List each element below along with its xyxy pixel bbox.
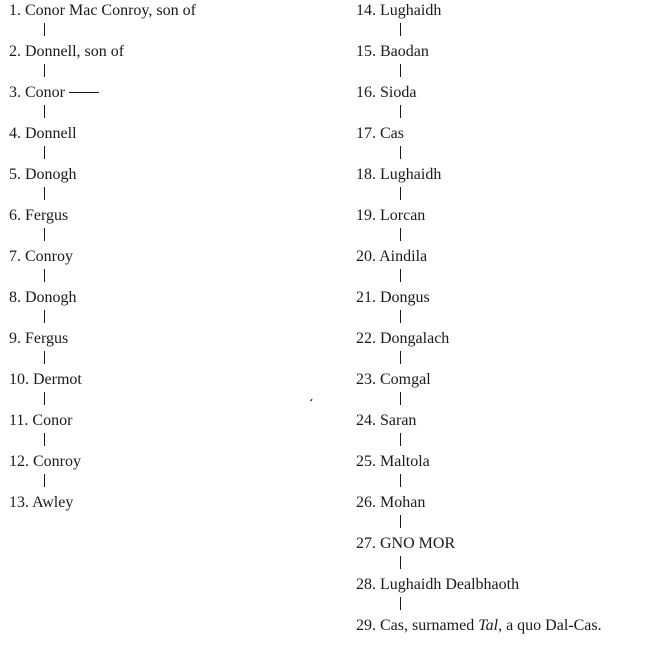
entry-number: 27. [356,535,376,552]
entry-number: 5. [9,166,21,183]
lineage-connector [44,392,45,405]
entry-name: Comgal [380,371,431,388]
entry-number: 29. [356,617,376,634]
entry-number: 18. [356,166,376,183]
entry-number: 7. [9,248,21,265]
entry-number: 14. [356,2,376,19]
entry-number: 21. [356,289,376,306]
lineage-connector [44,474,45,487]
entry-name: Sioda [380,84,417,101]
lineage-connector [44,351,45,364]
entry-number: 4. [9,125,21,142]
lineage-connector [400,556,401,569]
entry-number: 9. [9,330,21,347]
entry-name: Conor Mac Conroy, son of [25,2,196,19]
scan-speck-mark [309,398,313,402]
entry-name: Dongalach [380,330,450,347]
entry-number: 19. [356,207,376,224]
lineage-connector [44,23,45,36]
entry-number: 6. [9,207,21,224]
entry-number: 16. [356,84,376,101]
entry-number: 25. [356,453,376,470]
entry-name: Conroy [25,248,73,265]
lineage-connector [400,228,401,241]
entry-number: 10. [9,371,29,388]
lineage-connector [400,474,401,487]
entry-number: 22. [356,330,376,347]
entry-name: Aindila [379,248,428,265]
entry-name: Donogh [25,289,77,306]
lineage-connector [44,105,45,118]
entry-number: 13. [9,494,29,511]
entry-name: Donnell [25,125,77,142]
entry-number: 2. [9,43,21,60]
lineage-connector [400,64,401,77]
entry-number: 23. [356,371,376,388]
entry-name: Conroy [33,453,81,470]
entry-number: 24. [356,412,376,429]
entry-name: Lughaidh [380,2,442,19]
lineage-connector [44,433,45,446]
lineage-connector [400,105,401,118]
entry-number: 17. [356,125,376,142]
lineage-connector [400,23,401,36]
lineage-connector [400,597,401,610]
entry-name: Saran [380,412,417,429]
entry-name: Conor [25,84,65,101]
entry-name-italic: Tal [478,617,499,634]
entry-name: Awley [32,494,74,511]
lineage-connector [44,269,45,282]
entry-name: Conor [32,412,73,429]
entry-name: Maltola [380,453,430,470]
lineage-connector [44,228,45,241]
entry-number: 28. [356,576,376,593]
entry-number: 3. [9,84,21,101]
entry-name: Lughaidh Dealbhaoth [380,576,520,593]
entry-number: 11. [9,412,29,429]
entry-name-suffix: , a quo Dal-Cas. [498,617,602,634]
entry-name: Fergus [25,207,69,224]
entry-number: 12. [9,453,29,470]
entry-number: 8. [9,289,21,306]
entry-name: Donogh [25,166,77,183]
entry-name: Lughaidh [380,166,442,183]
lineage-connector [400,433,401,446]
entry-name: Cas [380,125,404,142]
entry-name: Donnell, son of [25,43,125,60]
lineage-connector [400,392,401,405]
entry-number: 20. [356,248,376,265]
entry-name: Fergus [25,330,69,347]
entry-name: Mohan [380,494,426,511]
entry-name: Baodan [380,43,429,60]
entry-number: 26. [356,494,376,511]
lineage-connector [400,310,401,323]
lineage-connector [44,146,45,159]
lineage-connector [44,310,45,323]
lineage-connector [44,187,45,200]
lineage-connector [400,187,401,200]
dash-rule [69,92,99,93]
entry-name: Dermot [33,371,82,388]
lineage-connector [400,269,401,282]
lineage-connector [44,64,45,77]
lineage-connector [400,351,401,364]
entry-name: Lorcan [380,207,426,224]
entry-number: 1. [9,2,21,19]
entry-name: Cas, surnamed [380,617,475,634]
entry-name: Dongus [380,289,430,306]
lineage-connector [400,515,401,528]
entry-name: GNO MOR [380,535,456,552]
entry-number: 15. [356,43,376,60]
lineage-connector [400,146,401,159]
